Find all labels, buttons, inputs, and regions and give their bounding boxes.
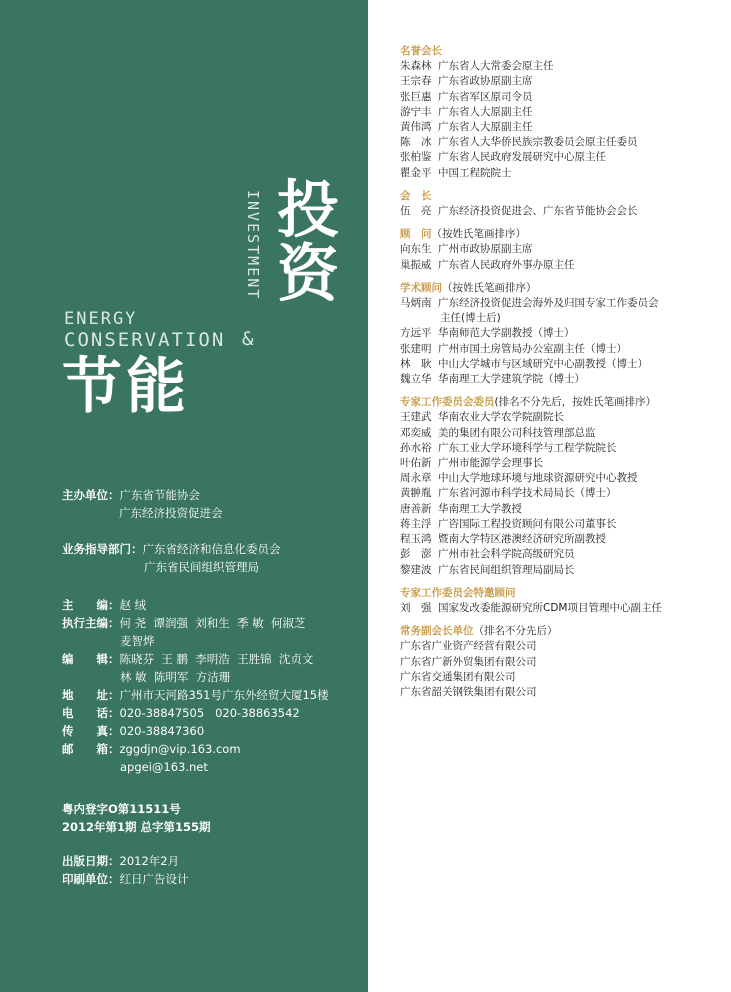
- person-name: 马炳南: [400, 297, 432, 310]
- person-name: 孙水裕: [400, 441, 432, 454]
- person-name: 黄伟鸿: [400, 121, 432, 134]
- person-name: 朱森林: [400, 60, 432, 73]
- person-desc: 广州市能源学会理事长: [438, 457, 543, 470]
- list-item: [400, 342, 720, 357]
- staff-extra: 林 敏 陈明军 方洁珊: [120, 670, 231, 684]
- staff-label: 执行主编：: [62, 616, 120, 630]
- section-title-text: 顾 问: [400, 228, 432, 241]
- person-desc: 广东省军区原司令员: [438, 90, 533, 103]
- list-item: [400, 639, 720, 654]
- list-item: [400, 441, 720, 456]
- person-desc: 国家发改委能源研究所CDM项目管理中心副主任: [438, 601, 662, 614]
- person-desc: 华南理工大学教授: [438, 502, 522, 515]
- guidance-block: [62, 540, 281, 576]
- guidance-line-1: 广东省民间组织管理局: [144, 560, 259, 574]
- person-name: 方远平: [400, 327, 432, 340]
- list-item: [400, 150, 720, 165]
- section-title-text: 专家工作委员会委员: [400, 396, 495, 409]
- guidance-label: 业务指导部门：: [62, 542, 143, 556]
- person-desc: 广东省河源市科学技术局局长（博士）: [438, 487, 617, 500]
- person-desc: 广东工业大学环境科学与工程学院院长: [438, 441, 617, 454]
- person-desc-cont: 主任(博士后): [440, 312, 501, 325]
- logo-investment-text: INVESTMENT: [244, 190, 262, 301]
- list-item: [400, 532, 720, 547]
- list-item: [400, 547, 720, 562]
- person-name: 黎建波: [400, 563, 432, 576]
- person-name: 林 耿: [400, 357, 432, 370]
- staff-extra: 麦智烨: [120, 634, 155, 648]
- list-item: [400, 120, 720, 135]
- list-item: [400, 486, 720, 501]
- list-item: [400, 685, 720, 700]
- logo-touzi: [268, 173, 348, 310]
- person-desc: 广东省人民政府发展研究中心原主任: [438, 151, 606, 164]
- list-item: [400, 90, 720, 105]
- list-item: [400, 655, 720, 670]
- section-title: [400, 395, 720, 410]
- person-name: 邓奕威: [400, 426, 432, 439]
- section-note: （按姓氏笔画排序）: [431, 228, 526, 241]
- staff-value: 020-38847360: [119, 724, 205, 738]
- person-name: 张巨惠: [400, 90, 432, 103]
- person-desc: 华南理工大学建筑学院（博士）: [438, 373, 585, 386]
- person-name: 魏立华: [400, 373, 432, 386]
- staff-label: 邮 箱：: [62, 742, 120, 756]
- list-item: [400, 166, 720, 181]
- list-item: [400, 670, 720, 685]
- person-desc: 广州市社会科学院高级研究员: [438, 548, 575, 561]
- list-item: [400, 105, 720, 120]
- section-title: [400, 227, 720, 242]
- list-item: [400, 502, 720, 517]
- list-item: [400, 426, 720, 441]
- person-desc: 暨南大学特区港澳经济研究所副教授: [438, 533, 606, 546]
- staff-label: 传 真：: [62, 724, 120, 738]
- section-title-text: 会 长: [400, 189, 432, 202]
- list-item: [400, 59, 720, 74]
- section: [400, 395, 720, 577]
- section-title-text: 名誉会长: [400, 45, 442, 57]
- person-desc: 中山大学地球环境与地球资源研究中心教授: [438, 472, 638, 485]
- publish-block: [62, 852, 189, 888]
- person-desc: 华南师范大学副教授（博士）: [438, 327, 575, 340]
- section-title-text: 常务副会长单位: [400, 625, 474, 638]
- staff-value: 赵 绒: [119, 598, 147, 612]
- staff-block: [62, 596, 329, 776]
- list-item: [400, 456, 720, 471]
- staff-value: 020-38847505 020-38863542: [119, 706, 300, 720]
- section-note: （按姓氏笔画排序）: [442, 281, 537, 294]
- person-desc: 广东经济投资促进会海外及归国专家工作委员会: [438, 297, 659, 310]
- person-desc: 广东省韶关钢铁集团有限公司: [400, 685, 537, 698]
- list-item: [400, 372, 720, 387]
- list-item: [400, 517, 720, 532]
- section-title: [400, 281, 720, 296]
- person-desc: 广州市国土房管局办公室副主任（博士）: [438, 342, 627, 355]
- person-name: 彭 澎: [400, 548, 432, 561]
- staff-value: 何 尧 谭润强 刘和生 季 敏 何淑芝: [119, 616, 306, 630]
- person-name: 黄翀胤: [400, 487, 432, 500]
- publish-value: 2012年2月: [119, 854, 180, 868]
- list-item: [400, 326, 720, 341]
- person-desc: 广东省人大华侨民族宗教委员会原主任委员: [438, 136, 638, 149]
- person-name: 刘 强: [400, 601, 432, 614]
- person-desc: 广东省民间组织管理局副局长: [438, 563, 575, 576]
- registration-block: [62, 800, 211, 836]
- sponsors-label: 主办单位：: [62, 488, 120, 502]
- staff-label: 地 址：: [62, 688, 120, 702]
- registration-line: 2012年第1期 总字第155期: [62, 820, 211, 834]
- staff-label: 编 辑：: [62, 652, 120, 666]
- list-item: [400, 601, 720, 616]
- section-title: [400, 624, 720, 639]
- person-name: 王宗春: [400, 75, 432, 88]
- person-name: 张柏鉴: [400, 151, 432, 164]
- person-desc: 中国工程院院士: [438, 166, 512, 179]
- list-item: [400, 563, 720, 578]
- person-name: 周永章: [400, 472, 432, 485]
- section: [400, 189, 720, 219]
- person-name: 叶佑新: [400, 457, 432, 470]
- person-desc: 美的集团有限公司科技管理部总监: [438, 426, 596, 439]
- registration-line: 粤内登字O第11511号: [62, 802, 181, 816]
- person-name: 王建武: [400, 411, 432, 424]
- logo-conservation-text: CONSERVATION: [64, 329, 226, 351]
- person-desc: 广东经济投资促进会、广东省节能协会会长: [438, 205, 638, 218]
- section-note: (排名不分先后，按姓氏笔画排序）: [494, 396, 657, 409]
- person-desc: 广东省人民政府外事办原主任: [438, 258, 575, 271]
- person-name: 张建明: [400, 342, 432, 355]
- person-desc: 广咨国际工程投资顾问有限公司董事长: [438, 517, 617, 530]
- publish-value: 红日广告设计: [119, 872, 189, 886]
- person-desc: 中山大学城市与区域研究中心副教授（博士）: [438, 357, 648, 370]
- staff-value: zggdjn@vip.163.com: [119, 742, 241, 756]
- person-desc: 广东省广新外贸集团有限公司: [400, 655, 537, 668]
- publish-label: 印刷单位：: [62, 872, 120, 886]
- publish-label: 出版日期：: [62, 854, 120, 868]
- sponsors-line-0: 广东省节能协会: [119, 488, 200, 502]
- staff-extra: apgei@163.net: [120, 760, 208, 774]
- staff-label: 电 话：: [62, 706, 120, 720]
- logo-zi: 资: [276, 237, 339, 310]
- list-item: [400, 410, 720, 425]
- section: [400, 44, 720, 181]
- person-name: 伍 亮: [400, 205, 432, 218]
- person-desc: 广东省人大原副主任: [438, 121, 533, 134]
- list-item: [400, 296, 720, 311]
- section-note: （排名不分先后）: [473, 625, 558, 638]
- section-title-text: 学术顾问: [400, 281, 442, 294]
- list-item: [400, 204, 720, 219]
- section: [400, 586, 720, 616]
- section: [400, 624, 720, 700]
- logo-ampersand: &: [242, 328, 254, 350]
- guidance-line-0: 广东省经济和信息化委员会: [142, 542, 281, 556]
- person-desc: 广东省人大原副主任: [438, 105, 533, 118]
- person-desc: 广州市政协原副主席: [438, 243, 533, 256]
- staff-value: 广州市天河路351号广东外经贸大厦15楼: [119, 688, 329, 702]
- section-title: [400, 44, 720, 59]
- person-desc: 广东省政协原副主席: [438, 75, 533, 88]
- logo-jieneng: 节能: [62, 352, 190, 422]
- person-name: 巢振威: [400, 258, 432, 271]
- committee-list: [400, 44, 720, 708]
- section-title: [400, 586, 720, 601]
- person-name: 陈 冰: [400, 136, 432, 149]
- section-title-text: 专家工作委员会特邀顾问: [400, 586, 516, 599]
- logo-energy-text: ENERGY: [64, 309, 138, 329]
- section: [400, 227, 720, 273]
- section: [400, 281, 720, 387]
- person-name: 唐善新: [400, 502, 432, 515]
- section-title: [400, 189, 720, 204]
- person-name: 瞿金平: [400, 166, 432, 179]
- person-desc: 广东省交通集团有限公司: [400, 670, 516, 683]
- list-item: [400, 74, 720, 89]
- list-item: [400, 471, 720, 486]
- staff-value: 陈晓芬 王 鹏 李明浩 王胜锦 沈贞文: [119, 652, 314, 666]
- sponsors-block: [62, 486, 223, 522]
- list-item: [400, 135, 720, 150]
- person-desc: 广东省人大常委会原主任: [438, 60, 554, 73]
- list-item: [400, 242, 720, 257]
- person-name: 蒋主浮: [400, 517, 432, 530]
- staff-label: 主 编：: [62, 598, 120, 612]
- person-desc: 华南农业大学农学院副院长: [438, 411, 564, 424]
- person-name: 程玉鸿: [400, 533, 432, 546]
- person-name: 游宁丰: [400, 105, 432, 118]
- person-desc: 广东省广业资产经营有限公司: [400, 640, 537, 653]
- list-item: [400, 357, 720, 372]
- sponsors-line-1: 广东经济投资促进会: [119, 506, 223, 520]
- logo-tou: 投: [276, 173, 339, 246]
- person-name: 向东生: [400, 243, 432, 256]
- list-item: [400, 258, 720, 273]
